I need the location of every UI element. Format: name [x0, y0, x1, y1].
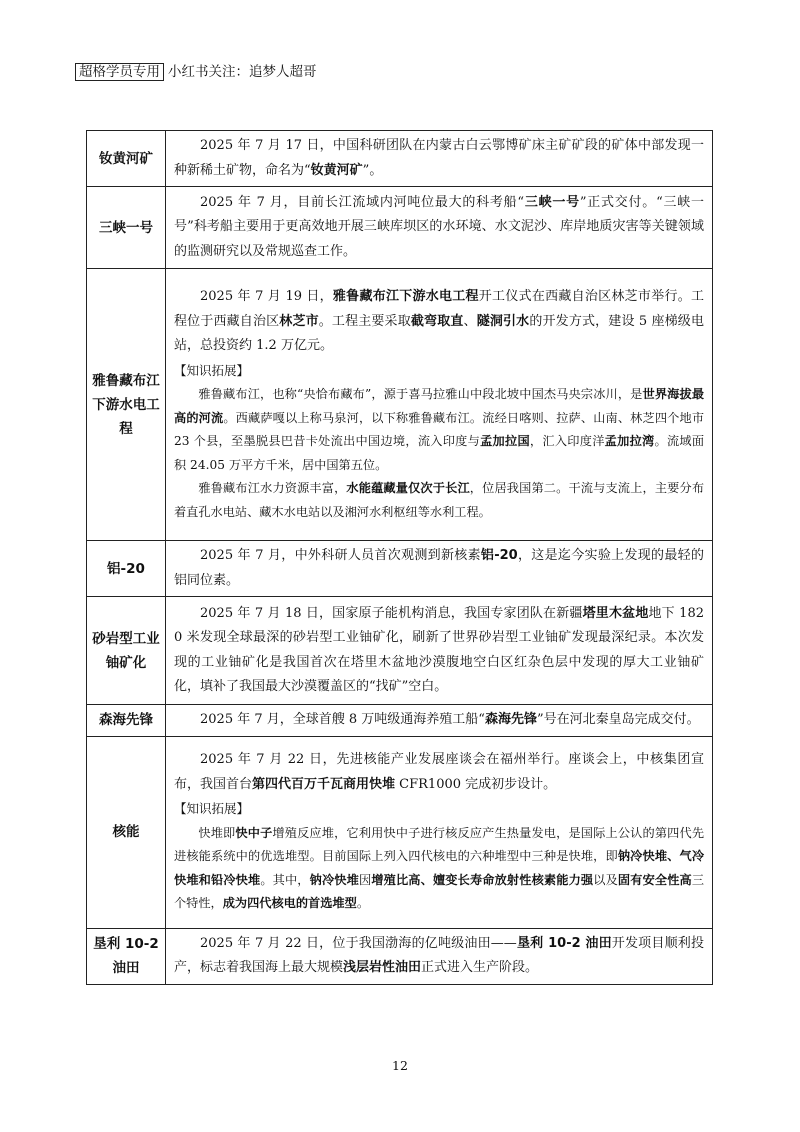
paragraph	[174, 748, 704, 797]
highlight-text: 孟加拉湾	[604, 434, 655, 448]
text-segment: 雅鲁藏布江水力资源丰富，	[198, 481, 347, 495]
text-segment: 。	[356, 896, 369, 911]
highlight-text: 孟加拉国	[480, 434, 530, 448]
term-cell: 垦利 10-2 油田	[87, 928, 166, 984]
text-segment: 开工仪式在西藏自治区林芝市举行。工程位于西藏自治区	[174, 289, 704, 329]
header-badge: 超格学员专用	[75, 63, 164, 81]
text-segment: 雅鲁藏布江，也称“央恰布藏布”，源于喜马拉雅山中段北坡中国杰马央宗冰川，是	[198, 387, 643, 401]
highlight-text: 钠冷快堆、气冷快堆和铅冷快堆	[174, 849, 705, 887]
paragraph	[174, 383, 704, 477]
term-cell: 铝-20	[87, 541, 166, 597]
term-cell: 砂岩型工业铀矿化	[87, 597, 166, 705]
text-segment: CFR1000 完成初步设计。	[395, 776, 557, 792]
content-cell	[166, 705, 713, 737]
table-row	[87, 269, 713, 541]
paragraph	[174, 191, 704, 265]
text-segment: 以及	[593, 872, 618, 887]
text-segment: 2025 年 7 月，中外科研人员首次观测到新核素	[200, 548, 481, 563]
term-cell: 核能	[87, 736, 166, 928]
text-segment: 。工程主要采取	[318, 313, 411, 329]
highlight-text: 隧洞引水	[476, 313, 530, 329]
text-segment: 正式进入生产阶段。	[421, 960, 539, 975]
news-table	[86, 130, 713, 985]
term-cell: 森海先锋	[87, 705, 166, 737]
text-segment: 因	[358, 872, 372, 887]
text-segment: ，汇入印度洋	[529, 434, 605, 448]
term-cell: 雅鲁藏布江下游水电工程	[87, 269, 166, 541]
highlight-text: 铝-20	[480, 548, 518, 563]
highlight-text: 第四代百万千瓦商用快堆	[252, 776, 396, 792]
text-segment: 2025 年 7 月 19 日，	[200, 289, 333, 304]
text-segment: ”正式交付。“三峡一号”科考船主要用于更高效地开展三峡库坝区的水环境、水文泥沙、库岸地质灾害等关键领域的监测研究以及常规巡查工作。	[174, 194, 704, 259]
text-segment: 【知识拓展】	[174, 801, 250, 817]
paragraph	[174, 708, 704, 733]
content-cell	[166, 736, 713, 928]
paragraph	[174, 602, 704, 700]
highlight-text: 成为四代核电的首选堆型	[222, 896, 357, 911]
text-segment: ，位居我国第二。干流与支流上，主要分布着直孔水电站、藏木水电站以及湘河水利枢纽等水利工程。	[174, 481, 705, 519]
content-cell	[166, 928, 713, 984]
term-cell: 钕黄河矿	[87, 131, 166, 187]
highlight-text: 森海先锋	[484, 712, 537, 727]
content-cell	[166, 187, 713, 269]
text-segment: ”号在河北秦皇岛完成交付。	[536, 712, 700, 727]
page-number: 12	[392, 1058, 408, 1073]
paragraph	[174, 477, 704, 524]
text-segment: 增殖反应堆，它利用快中子进行核反应产生热量发电，是国际上公认的第四代先进核能系统中的优选堆型。目前国际上列入四代核电的六种堆型中三种是快堆，即	[174, 825, 705, 864]
highlight-text: 垦利 10-2 油田	[516, 935, 612, 951]
table-row	[87, 187, 713, 269]
header-follow-text: 小红书关注：追梦人超哥	[168, 64, 317, 80]
paragraph	[174, 544, 704, 593]
text-segment: ”。	[362, 162, 383, 178]
text-segment: 2025 年 7 月 18 日，国家原子能机构消息，我国专家团队在新疆	[200, 605, 583, 621]
table-row	[87, 928, 713, 984]
table-row	[87, 131, 713, 187]
text-segment: 2025 年 7 月 22 日，先进核能产业发展座谈会在福州举行。座谈会上，中核集团宣布，我国首台	[174, 752, 704, 792]
table-row	[87, 705, 713, 737]
text-segment: ，这是迄今实验上发现的最轻的铝同位素。	[174, 548, 704, 588]
text-segment: 的开发方式，建设 5 座梯级电站，总投资约 1.2 万亿元。	[174, 313, 704, 353]
page-header	[75, 62, 317, 82]
highlight-text: 固有安全性高	[617, 872, 692, 887]
content-cell	[166, 597, 713, 705]
text-segment: 。流域面积 24.05 万平方千米，居中国第五位。	[174, 434, 705, 472]
content-cell	[166, 131, 713, 187]
text-segment: 地下 1820 米发现全球最深的砂岩型工业铀矿化，刷新了世界砂岩型工业铀矿发现最深纪录。本次发现的工业铀矿化是我国首次在塔里木盆地沙漠腹地空白区红杂色层中发现的厚大工业铀矿化，填补了我国最大沙漠覆盖区的“找矿”空白。	[174, 605, 704, 694]
highlight-text: 塔里木盆地	[582, 605, 649, 621]
table-row	[87, 541, 713, 597]
highlight-text: 截弯取直	[410, 313, 464, 329]
table-row	[87, 597, 713, 705]
highlight-text: 世界海拔最高的河流	[174, 387, 705, 425]
highlight-text: 林芝市	[279, 313, 319, 329]
highlight-text: 钕黄河矿	[310, 162, 363, 178]
highlight-text: 钠冷快堆	[309, 872, 359, 887]
text-segment: 2025 年 7 月 22 日，位于我国渤海的亿吨级油田——	[200, 935, 517, 951]
text-segment: 。西藏萨嘎以上称马泉河，以下称雅鲁藏布江。流经日喀则、拉萨、山南、林芝四个地市 23 个县，至墨脱县巴昔卡处流出中国边境，流入印度与	[174, 410, 705, 448]
highlight-text: 雅鲁藏布江下游水电工程	[332, 289, 479, 304]
knowledge-extension-heading	[174, 359, 704, 384]
paragraph	[174, 134, 704, 183]
text-segment: 三个特性，	[174, 872, 705, 911]
highlight-text: 三峡一号	[524, 194, 580, 210]
knowledge-extension-heading	[174, 797, 704, 822]
table-row	[87, 736, 713, 928]
text-segment: 2025 年 7 月，全球首艘 8 万吨级通海养殖工船“	[200, 712, 485, 727]
text-segment: 。其中，	[260, 872, 310, 887]
paragraph	[174, 932, 704, 981]
text-segment: 2025 年 7 月 17 日，中国科研团队在内蒙古白云鄂博矿床主矿矿段的矿体中部发现一种新稀土矿物，命名为“	[174, 138, 704, 178]
highlight-text: 水能蕴藏量仅次于长江	[346, 481, 470, 495]
paragraph	[174, 822, 704, 916]
highlight-text: 快中子	[235, 825, 273, 840]
text-segment: 【知识拓展】	[174, 362, 250, 378]
text-segment: 开发项目顺利投产，标志着我国海上最大规模	[174, 935, 704, 975]
text-segment: 快堆即	[198, 825, 236, 840]
text-segment: 、	[463, 313, 477, 329]
content-cell	[166, 541, 713, 597]
highlight-text: 浅层岩性油田	[343, 960, 422, 975]
paragraph	[174, 285, 704, 359]
content-cell	[166, 269, 713, 541]
highlight-text: 增殖比高、嬗变长寿命放射性核素能力强	[371, 872, 594, 887]
text-segment: 2025 年 7 月，目前长江流域内河吨位最大的科考船“	[200, 194, 525, 210]
term-cell: 三峡一号	[87, 187, 166, 269]
